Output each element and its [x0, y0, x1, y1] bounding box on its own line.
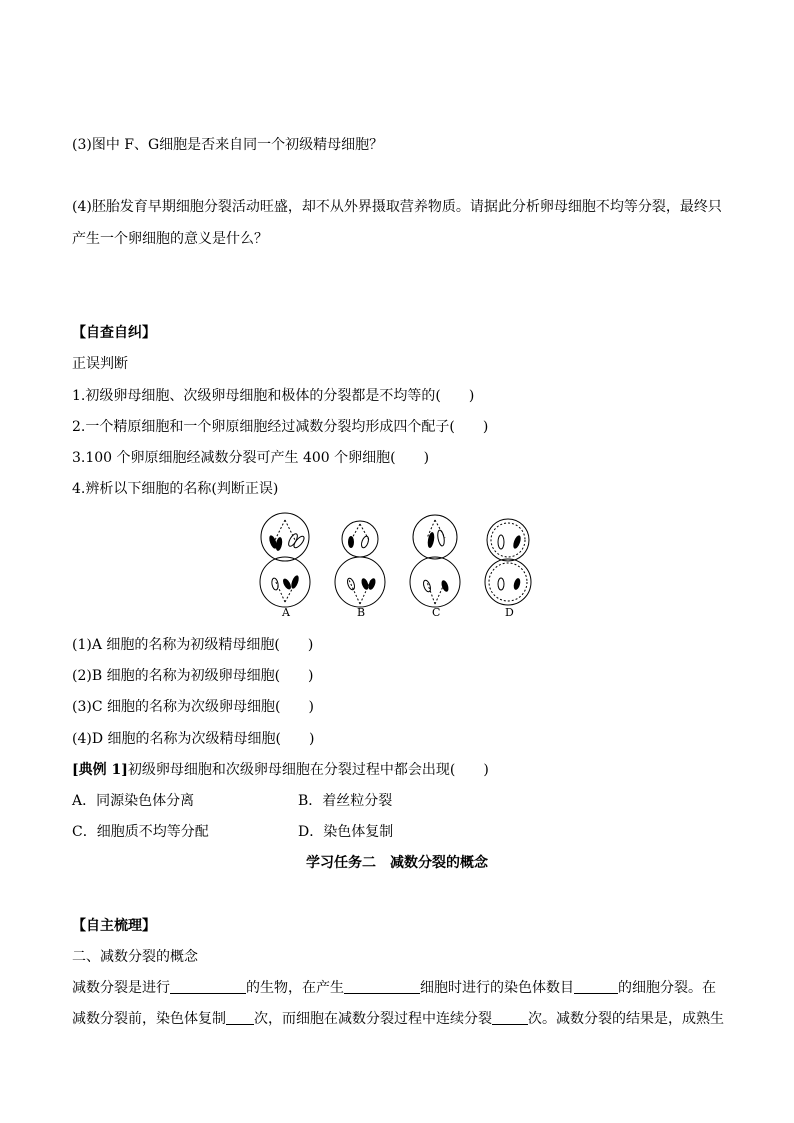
definition-text-1c: 细胞时进行的染色体数目 — [420, 980, 574, 996]
example-tag: [典例 1] — [72, 762, 128, 778]
figure-label-b: B — [357, 606, 366, 619]
judgment-item-4: 4.辨析以下细胞的名称(判断正误) — [72, 481, 279, 497]
figure-label-d: D — [505, 606, 514, 619]
task-title: 学习任务二 减数分裂的概念 — [306, 855, 488, 871]
fill-blank-2[interactable] — [344, 979, 420, 994]
judgment-item-3: 3.100 个卵原细胞经减数分裂可产生 400 个卵细胞( ) — [72, 450, 430, 466]
option-b: B．着丝粒分裂 — [298, 793, 393, 809]
sub-judgment-1: (1)A 细胞的名称为初级精母细胞( ) — [72, 637, 314, 653]
figure-label-a: A — [282, 606, 290, 619]
definition-line-2 — [72, 1008, 724, 1028]
sub-judgment-3: (3)C 细胞的名称为次级卵母细胞( ) — [72, 699, 314, 715]
definition-text-1b: 的生物，在产生 — [246, 980, 344, 996]
judgment-item-2: 2.一个精原细胞和一个卵原细胞经过减数分裂均形成四个配子( ) — [72, 419, 489, 435]
definition-text-2b: 次，而细胞在减数分裂过程中连续分裂 — [254, 1011, 492, 1027]
question-3: (3)图中 F、G细胞是否来自同一个初级精母细胞？ — [72, 137, 384, 153]
self-check-subheading: 正误判断 — [72, 356, 128, 372]
sub-judgment-4: (4)D 细胞的名称为次级精母细胞( ) — [72, 731, 315, 747]
definition-text-1a: 减数分裂是进行 — [72, 980, 170, 996]
cell-a-diagram — [260, 513, 310, 607]
cell-b-diagram — [335, 521, 385, 607]
definition-text-2a: 减数分裂前，染色体复制 — [72, 1011, 226, 1027]
question-4-line-2: 产生一个卵细胞的意义是什么？ — [72, 231, 268, 247]
definition-text-1d: 的细胞分裂。在 — [618, 980, 716, 996]
self-check-heading: 【自查自纠】 — [72, 325, 156, 341]
judgment-item-1: 1.初级卵母细胞、次级卵母细胞和极体的分裂都是不均等的( ) — [72, 388, 475, 404]
figure-label-c: C — [432, 606, 441, 619]
option-c: C．细胞质不均等分配 — [72, 824, 209, 840]
example-question — [72, 759, 489, 779]
self-study-subheading: 二、减数分裂的概念 — [72, 949, 198, 965]
definition-text-2c: 次。减数分裂的结果是，成熟生 — [528, 1011, 724, 1027]
sub-judgment-2: (2)B 细胞的名称为初级卵母细胞( ) — [72, 668, 314, 684]
example-stem: 初级卵母细胞和次级卵母细胞在分裂过程中都会出现( ) — [127, 762, 489, 778]
option-d: D．染色体复制 — [298, 824, 394, 840]
cell-d-diagram — [485, 519, 531, 605]
option-a: A．同源染色体分离 — [72, 793, 195, 809]
cell-c-diagram — [410, 515, 460, 607]
fill-blank-5[interactable] — [492, 1010, 528, 1025]
definition-line-1 — [72, 977, 716, 997]
fill-blank-3[interactable] — [574, 979, 618, 994]
fill-blank-1[interactable] — [170, 979, 246, 994]
self-study-heading: 【自主梳理】 — [72, 918, 156, 934]
cell-division-figure — [255, 512, 545, 626]
question-4-line-1: (4)胚胎发育早期细胞分裂活动旺盛，却不从外界摄取营养物质。请据此分析卵母细胞不均等分裂，最终只 — [72, 199, 722, 215]
fill-blank-4[interactable] — [226, 1010, 254, 1025]
